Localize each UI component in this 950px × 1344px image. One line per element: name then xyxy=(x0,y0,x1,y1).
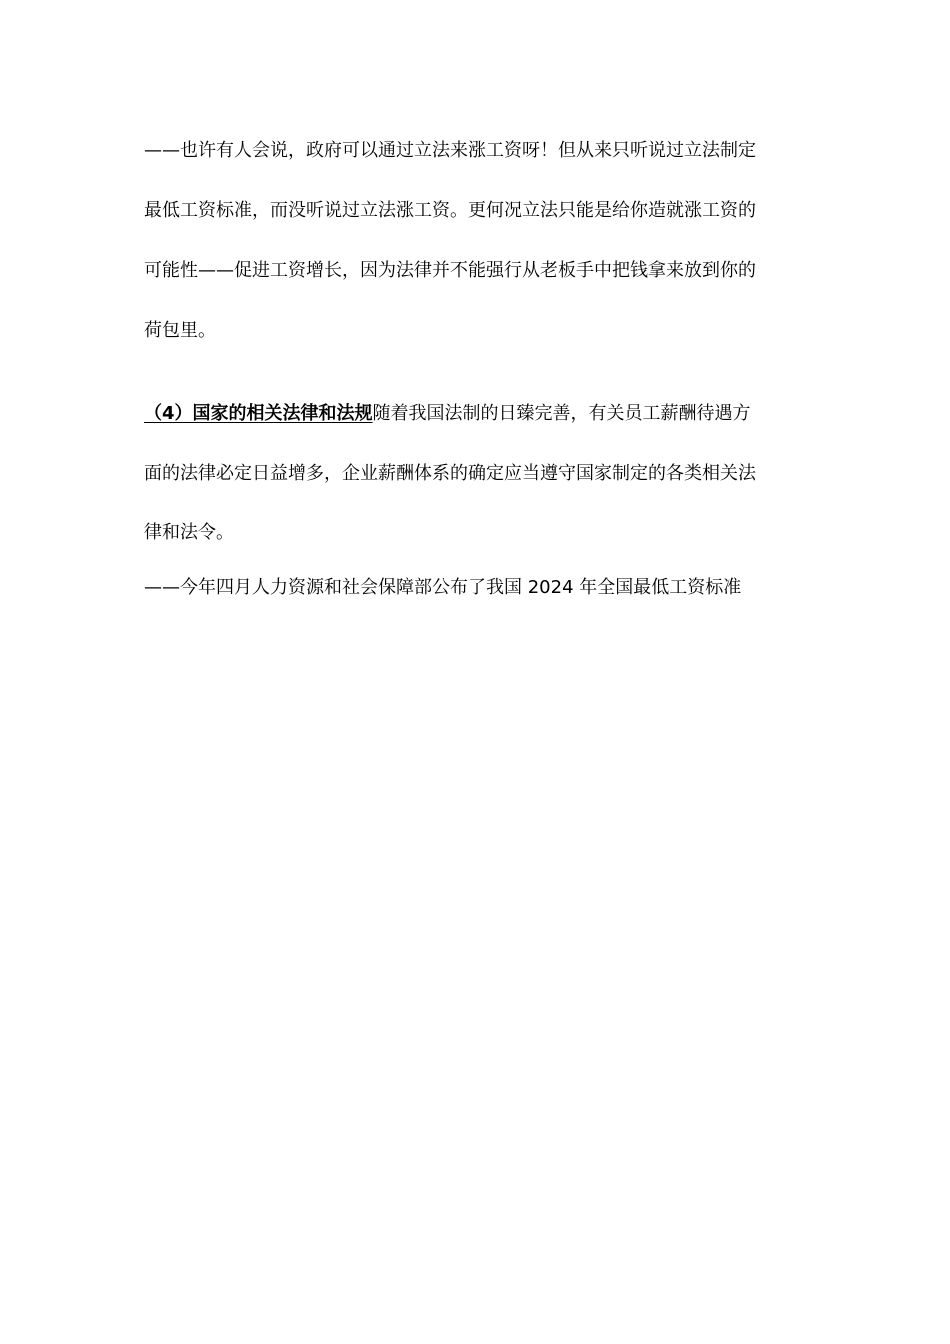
paragraph-1-line-1: ——也许有人会说，政府可以通过立法来涨工资呀！但从来只听说过立法制定 xyxy=(144,140,756,161)
paragraph-3-line-1: ——今年四月人力资源和社会保障部公布了我国 2024 年全国最低工资标准 xyxy=(144,577,742,598)
paragraph-2-line-1 xyxy=(144,402,751,426)
paragraph-2-line-2: 面的法律必定日益增多，企业薪酬体系的确定应当遵守国家制定的各类相关法 xyxy=(144,463,756,484)
section-heading: （4）国家的相关法律和法规 xyxy=(144,403,373,424)
paragraph-1-line-2: 最低工资标准，而没听说过立法涨工资。更何况立法只能是给你造就涨工资的 xyxy=(144,200,756,221)
paragraph-1-line-4: 荷包里。 xyxy=(144,320,216,341)
paragraph-2-line-1-text: 随着我国法制的日臻完善，有关员工薪酬待遇方 xyxy=(372,403,751,424)
paragraph-2-line-3: 律和法令。 xyxy=(144,522,234,543)
paragraph-1-line-3: 可能性——促进工资增长，因为法律并不能强行从老板手中把钱拿来放到你的 xyxy=(144,260,756,281)
